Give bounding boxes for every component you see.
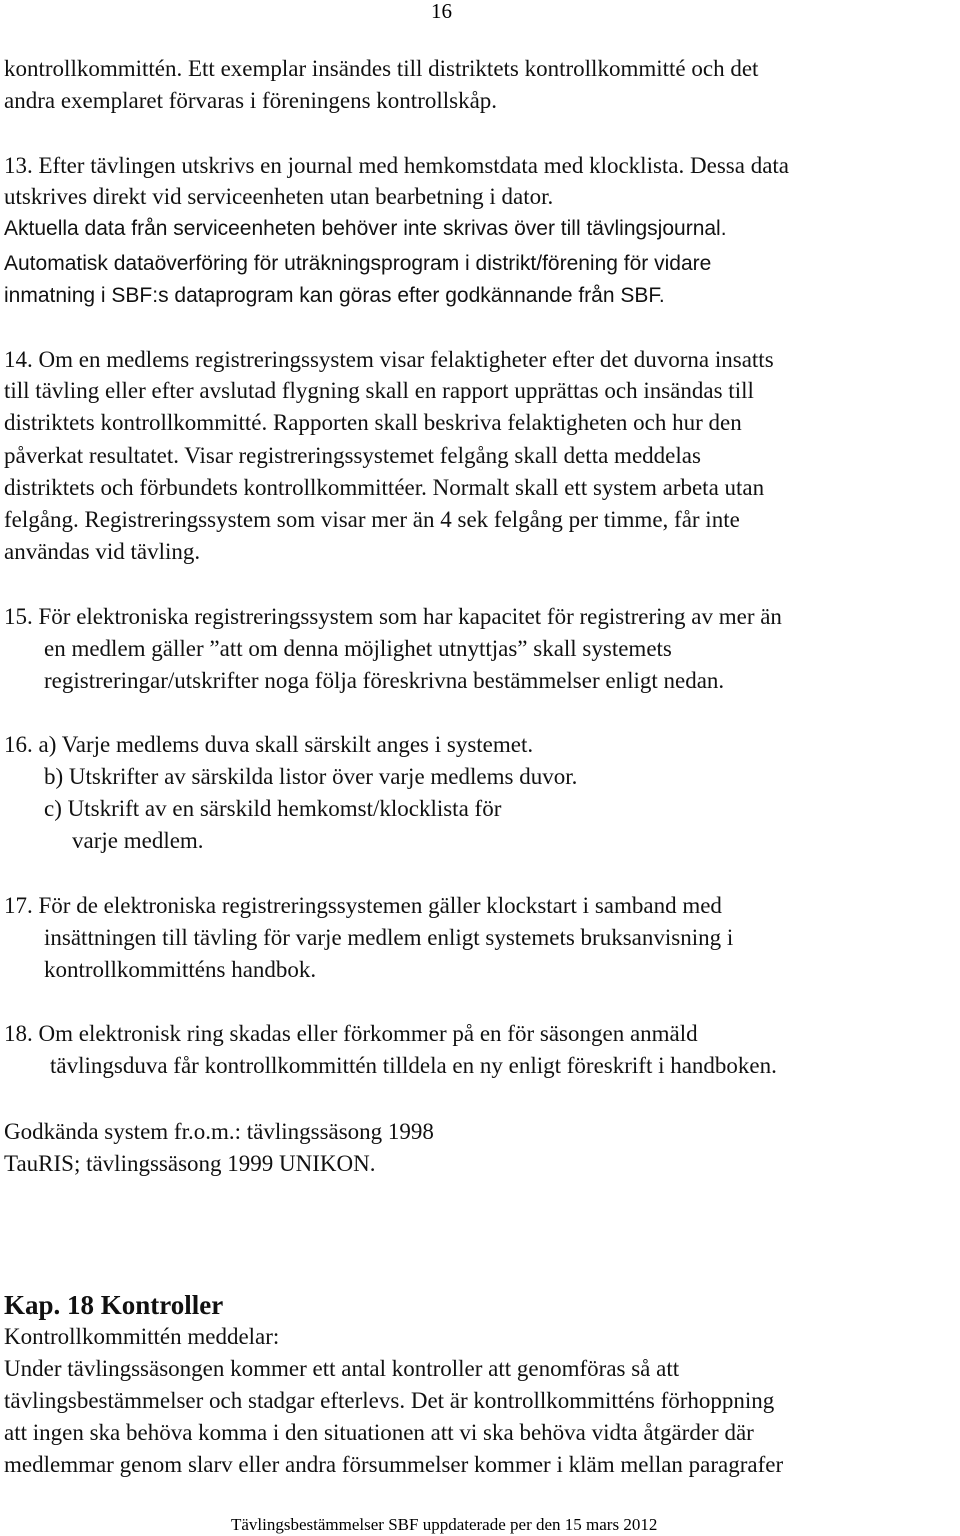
text-line: tävlingsduva får kontrollkommittén tilldela en ny enligt föreskrift i handboken. (50, 1053, 777, 1078)
text-line: 17. För de elektroniska registreringssystemen gäller klockstart i samband med (4, 893, 722, 918)
text-line: 16. a) Varje medlems duva skall särskilt anges i systemet. (4, 732, 534, 757)
text-line: felgång. Registreringssystem som visar mer än 4 sek felgång per timme, får inte (4, 507, 740, 532)
text-line: distriktets och förbundets kontrollkommittéer. Normalt skall ett system arbeta utan (4, 475, 765, 500)
text-line: c) Utskrift av en särskild hemkomst/klocklista för (44, 796, 502, 821)
text-line: registreringar/utskrifter noga följa föreskrivna bestämmelser enligt nedan. (44, 668, 725, 693)
text-line: 15. För elektroniska registreringssystem som har kapacitet för registrering av mer än (4, 604, 782, 629)
text-line: tävlingsbestämmelser och stadgar efterlevs. Det är kontrollkommitténs förhoppning (4, 1388, 775, 1413)
text-line: insättningen till tävling för varje medlem enligt systemets bruksanvisning i (44, 925, 734, 950)
text-line: Automatisk dataöverföring för uträkningsprogram i distrikt/förening för vidare (4, 252, 712, 275)
text-line: inmatning i SBF:s dataprogram kan göras efter godkännande från SBF. (4, 284, 665, 307)
text-line: TauRIS; tävlingssäsong 1999 UNIKON. (4, 1151, 376, 1176)
text-line: Godkända system fr.o.m.: tävlingssäsong 1998 (4, 1119, 434, 1144)
section-heading: Kap. 18 Kontroller (4, 1290, 224, 1320)
text-line: 13. Efter tävlingen utskrivs en journal med hemkomstdata med klocklista. Dessa data (4, 153, 789, 178)
text-line: påverkat resultatet. Visar registreringssystemet felgång skall detta meddelas (4, 443, 701, 468)
page-number: 16 (431, 0, 452, 23)
text-line: medlemmar genom slarv eller andra försummelser kommer i kläm mellan paragrafer (4, 1452, 784, 1477)
text-line: b) Utskrifter av särskilda listor över varje medlems duvor. (44, 764, 578, 789)
text-line: Kontrollkommittén meddelar: (4, 1324, 280, 1349)
text-line: Under tävlingssäsongen kommer ett antal kontroller att genomföras så att (4, 1356, 680, 1381)
text-line: kontrollkommittén. Ett exemplar insändes till distriktets kontrollkommitté och det (4, 56, 759, 81)
text-line: till tävling eller efter avslutad flygning skall en rapport upprättas och insändas till (4, 378, 754, 403)
text-line: 18. Om elektronisk ring skadas eller förkommer på en för säsongen anmäld (4, 1021, 698, 1046)
text-line: andra exemplaret förvaras i föreningens kontrollskåp. (4, 88, 498, 113)
text-line: en medlem gäller ”att om denna möjlighet utnyttjas” skall systemets (44, 636, 672, 661)
text-line: utskrives direkt vid serviceenheten utan bearbetning i dator. (4, 184, 554, 209)
text-line: användas vid tävling. (4, 539, 201, 564)
text-line: varje medlem. (72, 828, 204, 853)
text-line: distriktets kontrollkommitté. Rapporten skall beskriva felaktigheten och hur den (4, 410, 742, 435)
text-line: Aktuella data från serviceenheten behöver inte skrivas över till tävlingsjournal. (4, 217, 727, 240)
page-footer: Tävlingsbestämmelser SBF uppdaterade per den 15 mars 2012 (231, 1515, 658, 1534)
text-line: att ingen ska behöva komma i den situationen att vi ska behöva vidta åtgärder där (4, 1420, 754, 1445)
text-line: 14. Om en medlems registreringssystem visar felaktigheter efter det duvorna insatts (4, 347, 774, 372)
text-line: kontrollkommitténs handbok. (44, 957, 317, 982)
